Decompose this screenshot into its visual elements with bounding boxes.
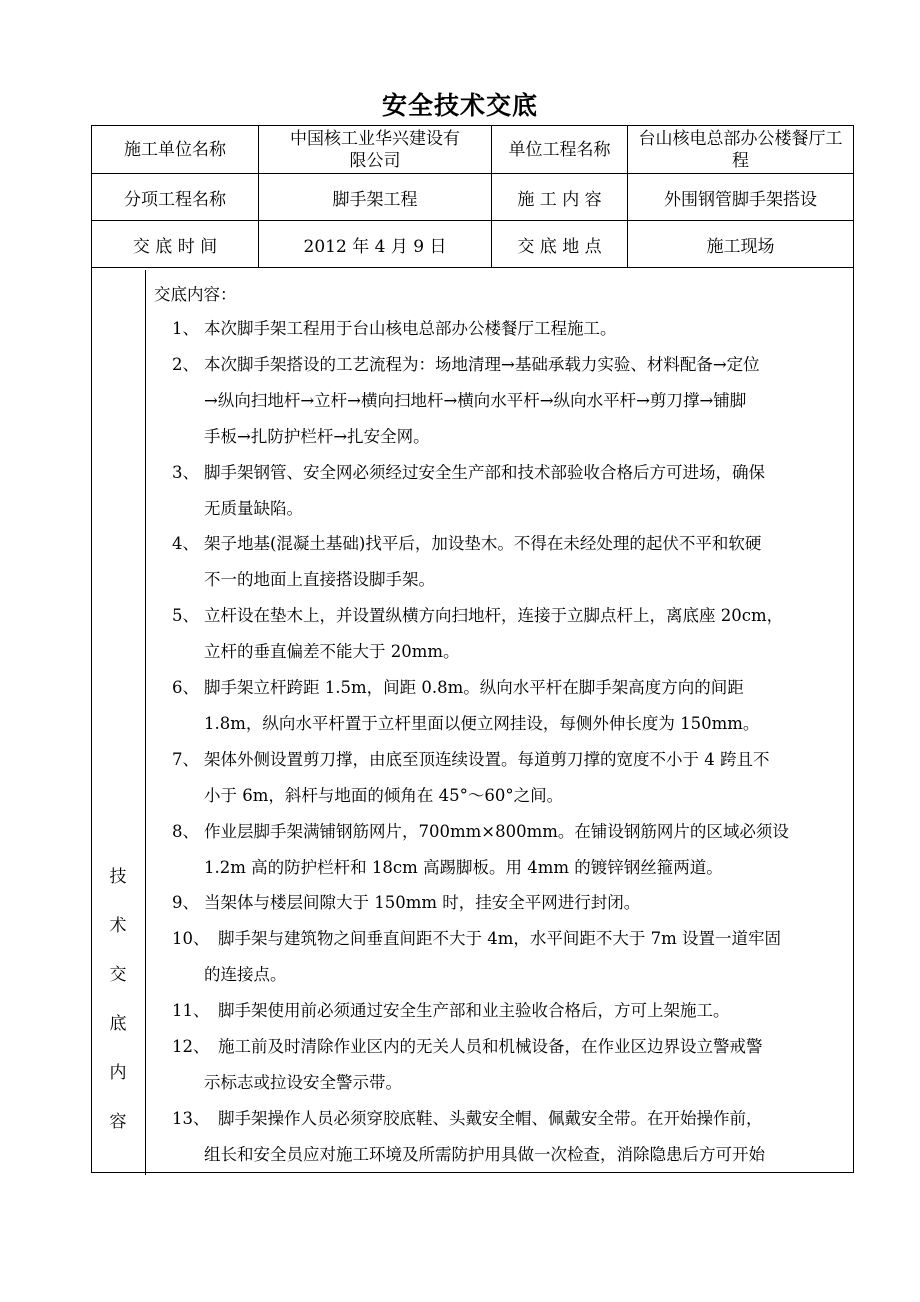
item-text: 当架体与楼层间隙大于 150mm 时，挂安全平网进行封闭。: [204, 893, 641, 913]
item-text-continued: 的连接点。: [204, 965, 287, 985]
item-number: 8、: [172, 821, 199, 841]
unit-project-value: [628, 126, 854, 174]
item-text-continued: →纵向扫地杆→立杆→横向扫地杆→横向水平杆→纵向水平杆→剪刀撑→铺脚: [204, 390, 747, 410]
item-text-continued: 不一的地面上直接搭设脚手架。: [204, 570, 435, 590]
item-text-continued: 1.2m 高的防护栏杆和 18cm 高踢脚板。用 4mm 的镀锌钢丝箍两道。: [204, 857, 723, 877]
item-text: 本次脚手架工程用于台山核电总部办公楼餐厅工程施工。: [204, 319, 617, 338]
side-char: 底: [109, 1014, 127, 1034]
list-item: [172, 993, 842, 1029]
item-number: 5、: [172, 606, 199, 626]
item-text-continued: 1.8m，纵向水平杆置于立杆里面以便立网挂设，每侧外伸长度为 150mm。: [204, 713, 760, 733]
list-item: [172, 1029, 842, 1065]
item-number: 6、: [172, 678, 199, 697]
item-text-continued: 无质量缺陷。: [204, 498, 303, 518]
item-text-continued: 小于 6m，斜杆与地面的倾角在 45°～60°之间。: [204, 785, 564, 805]
item-number: 1、: [172, 319, 199, 338]
list-item: [172, 814, 842, 850]
header-row-3: [92, 221, 854, 268]
item-text-continued: 组长和安全员应对施工环境及所需防护用具做一次检查，消除隐患后方可开始: [204, 1144, 765, 1164]
side-char: 容: [109, 1112, 127, 1132]
item-text-continued: 示标志或拉设安全警示带。: [204, 1072, 402, 1092]
item-number: 2、: [172, 354, 199, 374]
list-item: [172, 311, 842, 347]
item-number: 7、: [172, 749, 199, 769]
item-text: 架子地基(混凝土基础)找平后，加设垫木。不得在未经处理的起伏不平和软硬: [204, 534, 762, 554]
unit-project-label: 单位工程名称: [492, 126, 628, 174]
item-number: 3、: [172, 462, 199, 482]
item-text: 脚手架与建筑物之间垂直间距不大于 4m，水平间距不大于 7m 设置一道牢固: [218, 929, 782, 949]
work-content-value: 外围钢管脚手架搭设: [628, 174, 854, 221]
side-char: 技: [109, 867, 127, 887]
construction-unit-value: [259, 126, 492, 174]
content-intro: 交底内容：: [154, 285, 237, 304]
item-text-continued: 手板→扎防护栏杆→扎安全网。: [204, 426, 430, 446]
unit-project-text: 台山核电总部办公楼餐厅工程: [638, 128, 843, 171]
list-item: [172, 455, 842, 491]
item-number: 4、: [172, 534, 199, 554]
briefing-time-value: 2012 年 4 月 9 日: [259, 221, 492, 268]
item-number: 11、: [172, 1001, 210, 1021]
side-label: [91, 853, 145, 1147]
side-char: 术: [109, 916, 127, 936]
item-text: 施工前及时清除作业区内的无关人员和机械设备，在作业区边界设立警戒警: [218, 1037, 763, 1056]
construction-unit-label: 施工单位名称: [92, 126, 259, 174]
item-text: 本次脚手架搭设的工艺流程为：场地清理→基础承载力实验、材料配备→定位: [204, 354, 760, 374]
list-item: [172, 921, 842, 957]
item-number: 10、: [172, 929, 210, 949]
item-number: 13、: [172, 1108, 210, 1128]
item-text: 脚手架钢管、安全网必须经过安全生产部和技术部验收合格后方可进场，确保: [204, 462, 765, 482]
list-item: [172, 598, 842, 634]
briefing-time-label: 交 底 时 间: [92, 221, 259, 268]
list-item: [172, 526, 842, 562]
sub-project-value: 脚手架工程: [259, 174, 492, 221]
list-item: [172, 1101, 842, 1137]
side-char: 交: [109, 965, 127, 985]
work-content-label: 施 工 内 容: [492, 174, 628, 221]
side-char: 内: [109, 1063, 127, 1083]
header-row-2: [92, 174, 854, 221]
item-text: 脚手架立杆跨距 1.5m，间距 0.8m。纵向水平杆在脚手架高度方向的间距: [204, 678, 744, 697]
list-item: [172, 347, 842, 383]
item-text: 脚手架使用前必须通过安全生产部和业主验收合格后，方可上架施工。: [218, 1001, 730, 1021]
briefing-place-label: 交 底 地 点: [492, 221, 628, 268]
item-text-continued: 立杆的垂直偏差不能大于 20mm。: [204, 642, 460, 662]
sub-project-label: 分项工程名称: [92, 174, 259, 221]
header-row-1: [92, 126, 854, 174]
document-title: 安全技术交底: [381, 91, 538, 120]
list-item: [172, 742, 842, 778]
side-column: [91, 270, 146, 1175]
item-text: 立杆设在垫木上，并设置纵横方向扫地杆，连接于立脚点杆上，离底座 20cm，: [204, 606, 784, 626]
item-number: 12、: [172, 1037, 210, 1056]
item-text: 脚手架操作人员必须穿胶底鞋、头戴安全帽、佩戴安全带。在开始操作前，: [218, 1108, 763, 1128]
list-item: [172, 885, 842, 921]
item-text: 架体外侧设置剪刀撑，由底至顶连续设置。每道剪刀撑的宽度不小于 4 跨且不: [204, 749, 770, 769]
item-number: 9、: [172, 893, 199, 913]
list-item: [172, 670, 842, 706]
construction-unit-text: 中国核工业华兴建设有限公司: [290, 128, 460, 171]
item-text: 作业层脚手架满铺钢筋网片，700mm×800mm。在铺设钢筋网片的区域必须设: [204, 821, 789, 841]
briefing-place-value: 施工现场: [628, 221, 854, 268]
